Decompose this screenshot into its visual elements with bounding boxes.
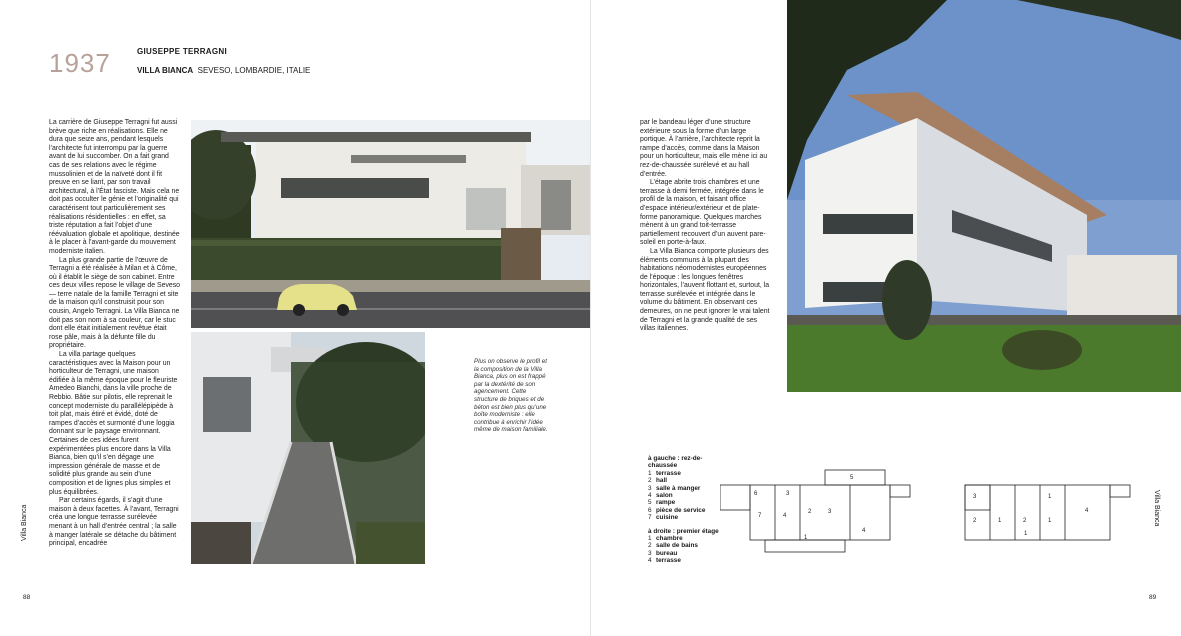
page-number-left: 88	[23, 594, 31, 601]
paragraph: La plus grande partie de l’œuvre de Terragni a été réalisée à Milan et à Côme, où il établit le siège de son cabinet. Entre ces deux villes repose le village de Seveso — terre natale de la famille Terragni et site de la maison qu’il construisit pour son cousin, Angelo Terragni. La Villa Bianca ne doit pas son nom à sa couleur, car le stuc dont elle était initialement revêtue était rose pâle, mais à la défunte fille du propriétaire.	[49, 256, 180, 350]
photo-caption: Plus on observe le profil et la composition de la Villa Bianca, plus on est frappé par la dextérité de son agencement. Cette structure de briques et de béton est bien plus qu’une boîte moderniste : elle contribue à enrichir l’idée même de maison familiale.	[474, 358, 548, 434]
photo-ramp	[191, 332, 425, 564]
legend-row: 3 salle à manger	[648, 484, 701, 492]
page-number-right: 89	[1149, 594, 1157, 601]
page-gutter	[590, 0, 591, 636]
legend-title: à droite : premier étage	[648, 527, 719, 535]
plan-label: 3	[973, 494, 977, 500]
legend-row: 7 cuisine	[648, 514, 679, 522]
plan-label: 1	[1024, 531, 1028, 537]
photo-corner-view	[787, 0, 1181, 392]
paragraph: par le bandeau léger d’une structure extérieure sous la forme d’un large portique. À l’arrière, l’architecte reprit la rampe d’accès, comme dans la Maison pour un horticulteur, mais elle mène ici au rez-de-chaussée surélevé et au hall d’entrée.	[640, 119, 768, 178]
floor-plan-first	[940, 465, 1140, 560]
legend-first-floor	[648, 528, 728, 565]
legend-row: 1 chambre	[648, 535, 683, 543]
plan-label: 2	[973, 518, 977, 524]
plan-label: 1	[1048, 494, 1052, 500]
paragraph: Par certains égards, il s’agit d’une maison à deux facettes. À l’avant, Terragni créa une longue terrasse surélevée menant à un hall d’entrée central ; la salle à manger latérale se détache du bâtiment principal, encadrée	[49, 497, 179, 548]
legend-row: 6 pièce de service	[648, 506, 706, 514]
plan-label: 4	[1085, 508, 1089, 514]
plan-label: 3	[786, 491, 790, 497]
legend-row: 2 hall	[648, 477, 668, 485]
plan-label: 7	[758, 513, 762, 519]
year-heading: 1937	[49, 48, 111, 78]
paragraph: L’étage abrite trois chambres et une terrasse à demi fermée, intégrée dans le profil de la maison, et faisant office d’espace intérieur/extérieur et de plate-forme panoramique. Quelques marches mènent à un grand toit-terrasse partiellement recouvert d’un auvent pare-soleil en porte-à-faux.	[640, 179, 766, 247]
paragraph: La carrière de Giuseppe Terragni fut aussi brève que riche en réalisations. Elle ne dura que seize ans, pendant lesquels l’architecte fut interrompu par la guerre avant de lui succomber. On a fait grand cas de ses relations avec le régime mussolinien et de la naïveté dont il fit preuve en se liant, par son travail architectural, à l’État fasciste. Mais cela ne doit pas occulter le génie et l’originalité qui caractérisent tout particulièrement ses réalisations résidentielles : en effet, sa triste réputation a fait l’objet d’une réévaluation globale et apolitique, destinée à le placer à l’avant-garde du mouvement moderniste italien.	[49, 119, 180, 255]
architect-name: GIUSEPPE TERRAGNI	[137, 47, 228, 56]
plan-label: 2	[808, 509, 812, 515]
project-subtitle	[137, 66, 310, 75]
body-text-left	[49, 119, 181, 549]
body-text-right	[640, 119, 773, 334]
plan-label: 4	[862, 528, 866, 534]
side-title-right: Villa Bianca	[1153, 490, 1160, 527]
plan-label: 1	[998, 518, 1002, 524]
plan-label: 4	[783, 513, 787, 519]
legend-row: 5 rampe	[648, 499, 676, 507]
legend-row: 3 bureau	[648, 549, 678, 557]
plan-label: 6	[754, 491, 758, 497]
plan-label: 1	[1048, 518, 1052, 524]
plan-label: 1	[804, 535, 808, 541]
legend-row: 4 salon	[648, 492, 673, 500]
legend-row: 4 terrasse	[648, 557, 681, 565]
paragraph: La Villa Bianca comporte plusieurs des éléments communs à la plupart des habitations néomodernistes européennes de l’époque : les longues fenêtres horizontales, l’auvent flottant et, surtout, la terrasse surélevée et intégrée dans le volume du bâtiment. En observant ces demeures, on ne peut ignorer le vrai talent de Terragni et la grande qualité de ses villas italiennes.	[640, 247, 770, 333]
floor-plan-ground	[720, 465, 920, 560]
photo-street-view	[191, 120, 590, 328]
plan-label: 3	[828, 509, 832, 515]
legend-row: 2 salle de bains	[648, 542, 698, 550]
side-title-left: Villa Bianca	[21, 504, 28, 541]
project-location: SEVESO, LOMBARDIE, ITALIE	[197, 66, 311, 75]
paragraph: La villa partage quelques caractéristiques avec la Maison pour un horticulteur de Terragni, une maison édifiée à la même époque pour le fleuriste Amedeo Bianchi, dans la ville proche de Rebbio. Bâtie sur pilotis, elle reprenait le concept moderniste du parallélépipède à toit plat, mais étiré et évidé, doté de rampes d’accès et surmonté d’une loggia donnant sur le paysage environnant. Certaines de ces idées furent expérimentées plus encore dans la Villa Bianca, bien qu’il s’en dégage une impression générale de masse et de solidité plus grande au sein d’une composition et de lignes plus simples et plus équilibrées.	[49, 351, 178, 496]
legend-row: 1 terrasse	[648, 469, 681, 477]
plan-label: 2	[1023, 518, 1027, 524]
project-name: VILLA BIANCA	[137, 66, 194, 75]
legend-title: à gauche : rez-de-chaussée	[648, 455, 703, 470]
plan-label: 5	[850, 475, 854, 481]
plan-legend	[648, 455, 728, 571]
legend-ground-floor	[648, 455, 728, 522]
